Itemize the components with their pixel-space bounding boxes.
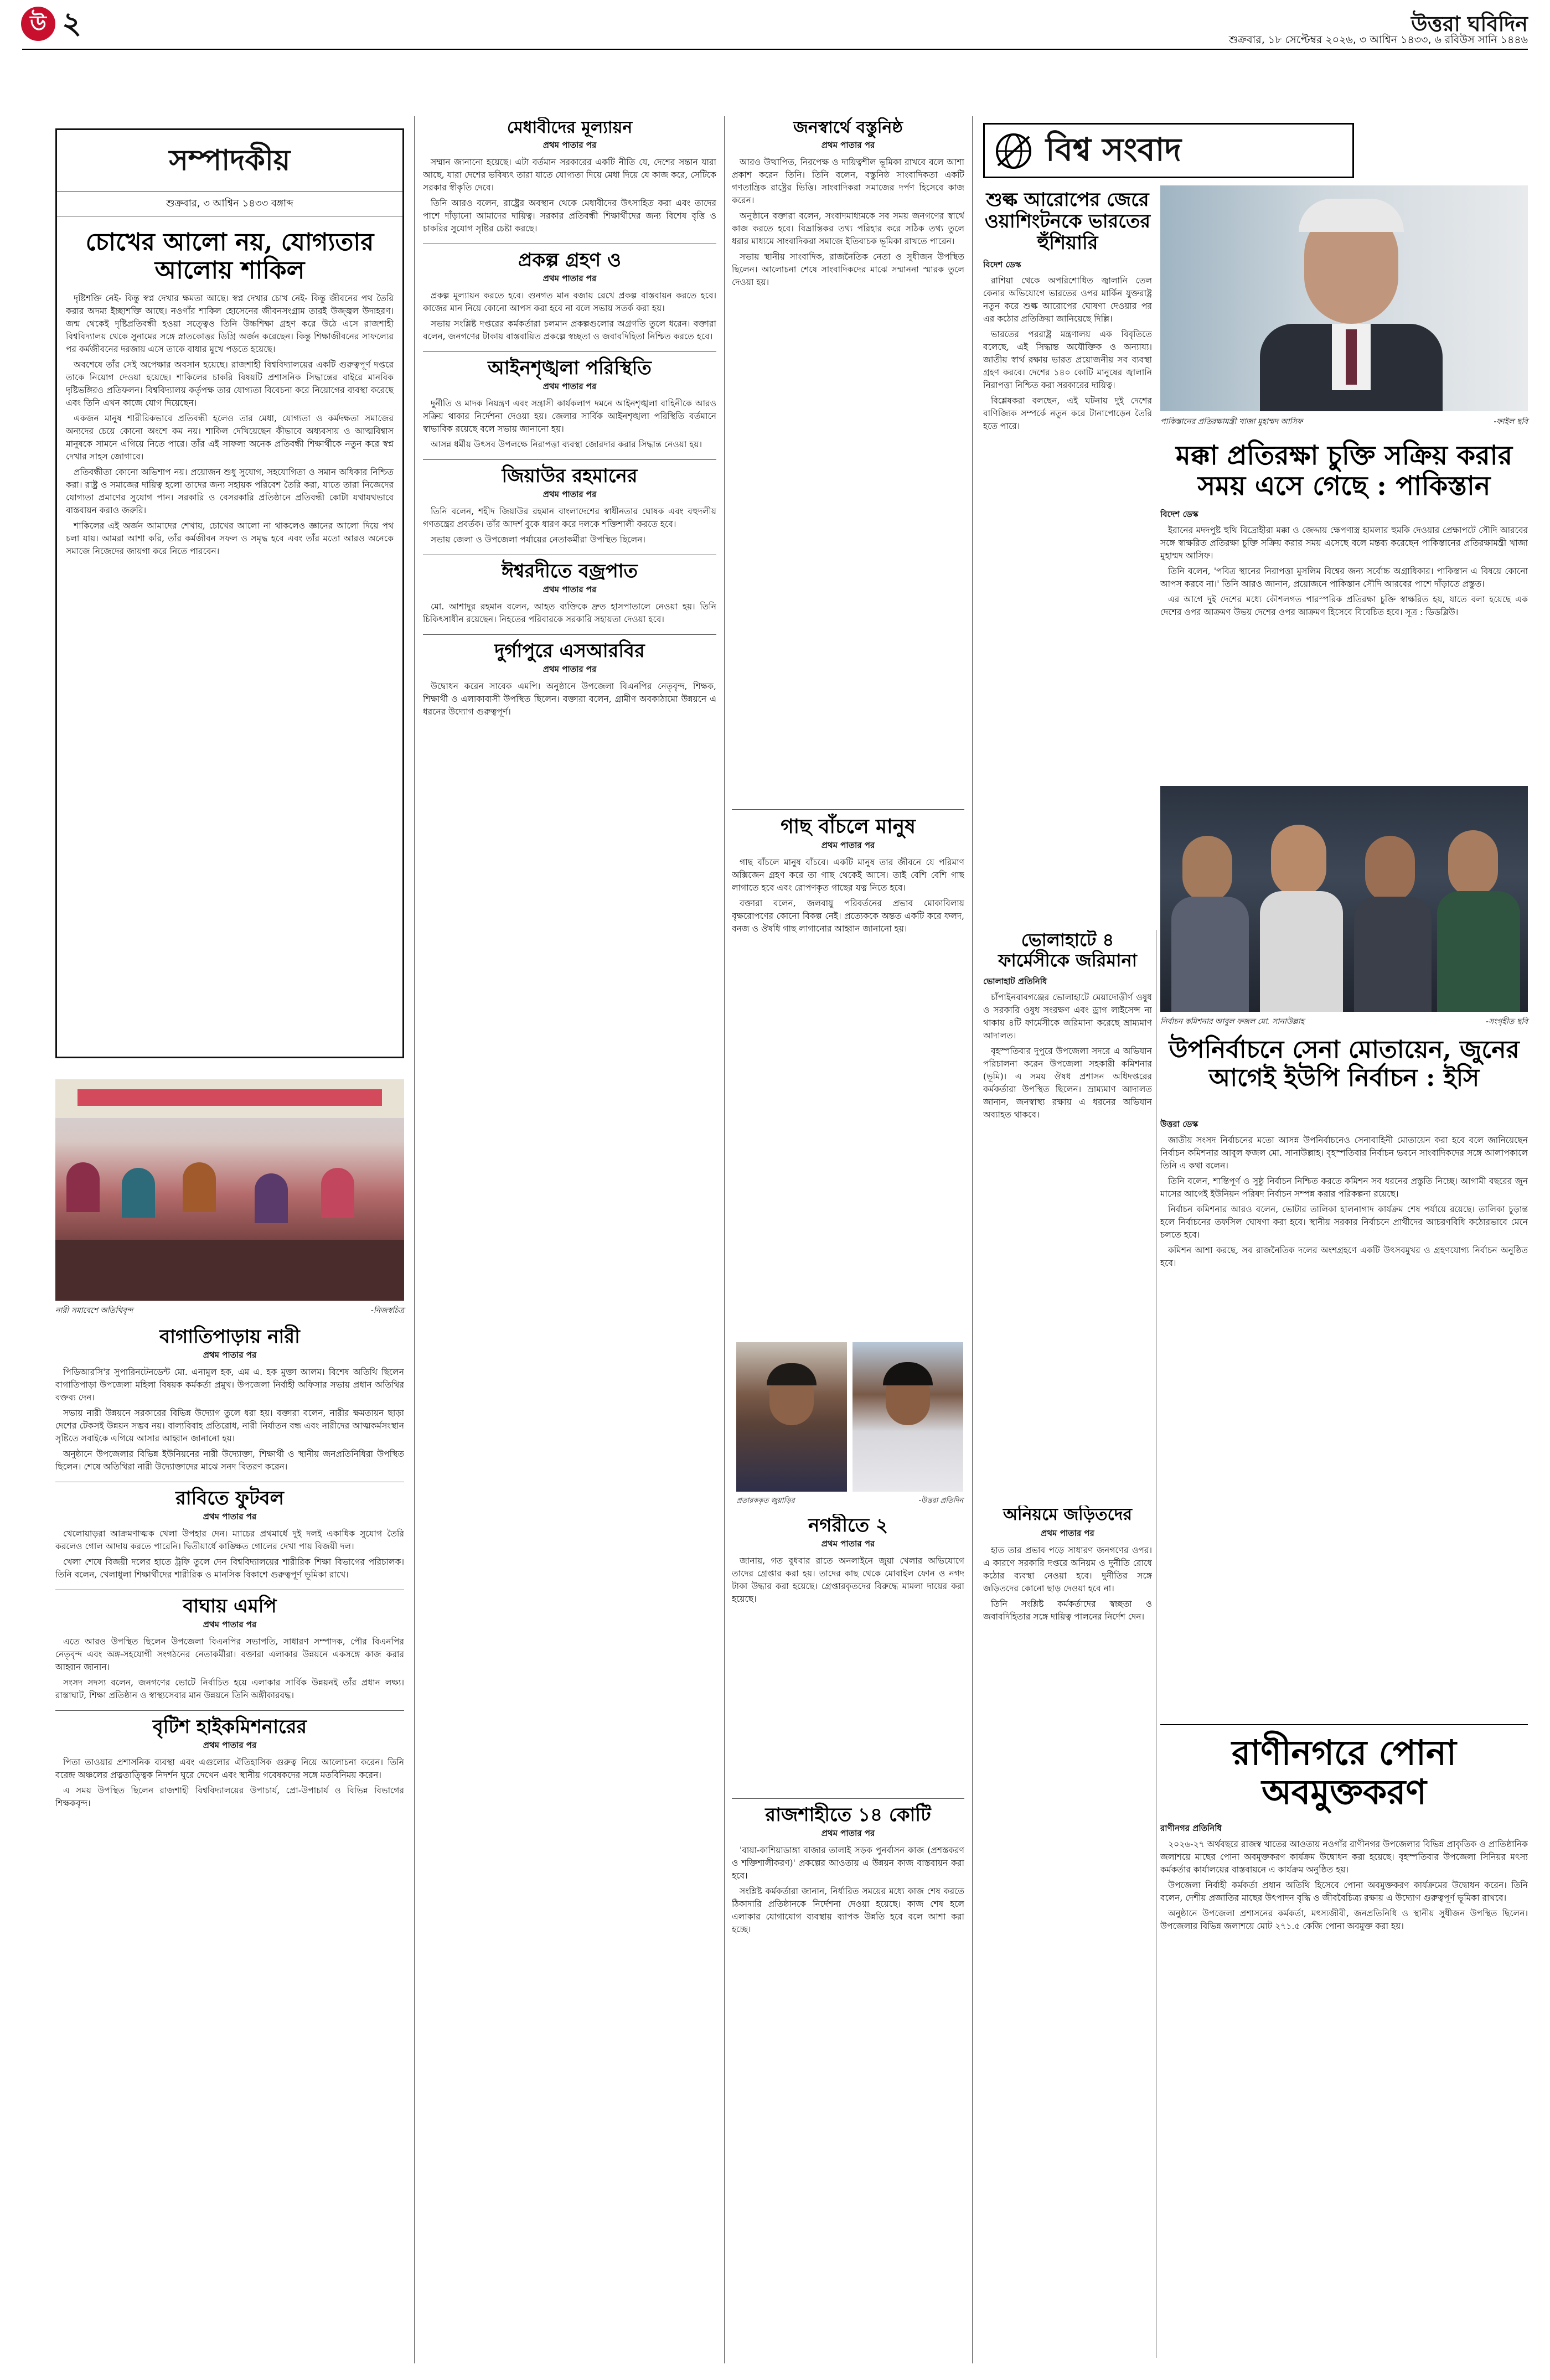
story-headline: দুর্গাপুরে এসআরবির bbox=[494, 639, 645, 662]
story-body: ইরানের মদদপুষ্ট হুথি বিদ্রোহীরা মক্কা ও জেদ্দায় ক্ষেপণাস্ত্র হামলার হুমকি দেওয়ার প্রেক্ষাপটে সৌদি আরবের সঙ্গে স্বাক্ষরিত প্রতিরক্ষা চুক্তি সক্রিয় করার সময় এসেছে বলে মন্তব্য করেছেন পাকিস্তানের প্রতিরক্ষামন্ত্রী খাজা মুহাম্মদ আসিফ। তিনি বলেন, 'পবিত্র স্থানের নিরাপত্তা মুসলিম বিশ্বের জন্য সর্বোচ্চ অগ্রাধিকার। পাকিস্তান এ বিষয়ে কোনো আপস করবে না।' তিনি আরও জানান, প্রয়োজনে পাকিস্তান সৌদি আরবের পাশে দাঁড়াতে প্রস্তুত। এর আগে দুই দেশের মধ্যে কৌশলগত পারস্পরিক প্রতিরক্ষা চুক্তি স্বাক্ষরিত হয়, যাতে বলা হয়েছে এক দেশের ওপর আক্রমণ উভয় দেশের ওপর আক্রমণ হিসেবে বিবেচিত হবে। সূত্র : ডিডব্লিউ। bbox=[1160, 525, 1528, 618]
story-headline: মক্কা প্রতিরক্ষা চুক্তি সক্রিয় করার সময় এসে গেছে : পাকিস্তান bbox=[1176, 440, 1512, 502]
column-rule bbox=[414, 116, 415, 2363]
rally-photo-caption: নারী সমাবেশে অতিথিবৃন্দ -নিজস্বচিত্র bbox=[55, 1306, 404, 1315]
col2-stories: মেধাবীদের মূল্যায়ন প্রথম পাতার পর সম্মান জানানো হয়েছে। এটা বর্তমান সরকারের একটি নীতি যে, দেশের সন্তান যারা আছে, যারা দেশের ভবিষ্যৎ তারা যাতে যোগ্যতা দিয়ে মেধা দিয়ে যে কাজ করে, সেটিকে সরকার স্বীকৃতি দেবে। তিনি আরও বলেন, রাষ্ট্রের অবস্থান থেকে মেধাবীদের উৎসাহিত করা এবং তাদের পাশে দাঁড়ানো আমাদের দায়িত্ব। সরকার প্রতিবন্ধী শিক্ষার্থীদের জন্য বিশেষ বৃত্তি ও চাকরির সুযোগ সৃষ্টির চেষ্টা করছে। প্রকল্প গ্রহণ ও প্রথম পাতার পর প্রকল্প মূল্যায়ন করতে হবে। গুনগত মান বজায় রেখে প্রকল্প বাস্তবায়ন করতে হবে। কাজের মান নিয়ে কোনো আপস করা হবে না বলে সভায় সতর্ক করা হয়। সভায় সংশ্লিষ্ট দপ্তরের কর্মকর্তারা চলমান প্রকল্পগুলোর অগ্রগতি তুলে ধরেন। বক্তারা বলেন, জনগণের টাকায় বাস্তবায়িত প্রকল্পে স্বচ্ছতা ও জবাবদিহিতা নিশ্চিত করতে হবে। আইনশৃঙ্খলা পরিস্থিতি প্রথম পাতার পর দুর্নীতি ও মাদক নিয়ন্ত্রণ এবং সন্ত্রাসী কার্যকলাপ দমনে আইনশৃঙ্খলা বাহিনীকে আরও সক্রিয় থাকার নির্দেশনা দেওয়া হয়। জেলার সার্বিক আইনশৃঙ্খলা পরিস্থিতি বর্তমানে স্বাভাবিক রয়েছে বলে সভায় জানানো হয়। আসন্ন ধর্মীয় উৎসব উপলক্ষে নিরাপত্তা ব্যবস্থা জোরদার করার সিদ্ধান্ত নেওয়া হয়। জিয়াউর রহমানের প্রথম পাতার পর তিনি বলেন, শহীদ জিয়াউর রহমান বাংলাদেশের স্বাধীনতার ঘোষক এবং বহুদলীয় গণতন্ত্রের প্রবর্তক। তাঁর আদর্শ বুকে ধারণ করে দলকে শক্তিশালী করতে হবে। সভায় জেলা ও উপজেলা পর্যায়ের নেতাকর্মীরা উপস্থিত ছিলেন। ঈশ্বরদীতে বজ্রপাত প্রথম পাতার পর মো. আশাদুর রহমান বলেন, আহত ব্যক্তিকে দ্রুত হাসপাতালে নেওয়া হয়। তিনি চিকিৎসাধীন রয়েছেন। নিহতের পরিবারকে সরকারি সহায়তা দেওয়া হবে। দুর্গাপুরে এসআরবির প্রথম পাতার পর উদ্বোধন করেন সাবেক এমপি। অনুষ্ঠানে উপজেলা বিএনপির নেতৃবৃন্দ, শিক্ষক, শিক্ষার্থী ও এলাকাবাসী উপস্থিত ছিলেন। বক্তারা বলেন, গ্রামীণ অবকাঠামো উন্নয়নে এ ধরনের উদ্যোগ গুরুত্বপূর্ণ। bbox=[423, 117, 716, 2365]
column-rule bbox=[724, 116, 725, 2363]
story-body: চাঁপাইনবাবগঞ্জের ভোলাহাটে মেয়াদোত্তীর্ণ ওষুধ ও সরকারি ওষুধ সংরক্ষণ এবং ড্রাগ লাইসেন্স না থাকায় ৪টি ফার্মেসীকে জরিমানা করেছে ভ্রাম্যমাণ আদালত। বৃহস্পতিবার দুপুরে উপজেলা সদরে এ অভিযান পরিচালনা করেন উপজেলা সহকারী কমিশনার (ভূমি)। এ সময় ঔষধ প্রশাসন অধিদপ্তরের কর্মকর্তারা উপস্থিত ছিলেন। ভ্রাম্যমাণ আদালত জানান, জনস্বাস্থ্য রক্ষায় এ ধরনের অভিযান অব্যাহত থাকবে। bbox=[983, 992, 1152, 1120]
story-headline: জিয়াউর রহমানের bbox=[502, 464, 638, 487]
story-body: 'বায়া-কাশিয়াডাঙ্গা বাজার তালাই সড়ক পুনর্বাসন কাজ (প্রশস্তকরণ ও শক্তিশালীকরণ)' প্রকল্পের আওতায় এ উন্নয়ন কাজ বাস্তবায়ন করা হবে। সংশ্লিষ্ট কর্মকর্তারা জানান, নির্ধারিত সময়ের মধ্যে কাজ শেষ করতে ঠিকাদারি প্রতিষ্ঠানকে নির্দেশনা দেওয়া হয়েছে। কাজ শেষ হলে এলাকার যোগাযোগ ব্যবস্থায় ব্যাপক উন্নতি হবে বলে আশা করা হচ্ছে। bbox=[732, 1845, 964, 1935]
story-headline: বাগাতিপাড়ায় নারী bbox=[159, 1326, 300, 1348]
story-body: দুর্নীতি ও মাদক নিয়ন্ত্রণ এবং সন্ত্রাসী কার্যকলাপ দমনে আইনশৃঙ্খলা বাহিনীকে আরও সক্রিয় থাকার নির্দেশনা দেওয়া হয়। জেলার সার্বিক আইনশৃঙ্খলা পরিস্থিতি বর্তমানে স্বাভাবিক রয়েছে বলে সভায় জানানো হয়। আসন্ন ধর্মীয় উৎসব উপলক্ষে নিরাপত্তা ব্যবস্থা জোরদার করার সিদ্ধান্ত নেওয়া হয়। bbox=[423, 398, 716, 449]
story-body: পিডিআরসি'র সুপারিনটেনডেন্ট মো. এনামুল হক, এম এ. হক মুক্তা আলম। বিশেষ অতিথি ছিলেন বাগাতিপাড়া উপজেলা মহিলা বিষয়ক কর্মকর্তা প্রমুখ। উপজেলা নির্বাহী অফিসার সভায় প্রধান অতিথির বক্তব্য দেন। সভায় নারী উন্নয়নে সরকারের বিভিন্ন উদ্যোগ তুলে ধরা হয়। বক্তারা বলেন, নারীর ক্ষমতায়ন ছাড়া দেশের টেকসই উন্নয়ন সম্ভব নয়। বাল্যবিবাহ প্রতিরোধ, নারী নির্যাতন বন্ধ এবং নারীদের আত্মকর্মসংস্থান সৃষ্টিতে সবাইকে এগিয়ে আসার আহ্বান জানানো হয়। অনুষ্ঠানে উপজেলার বিভিন্ন ইউনিয়নের নারী উদ্যোক্তা, শিক্ষার্থী ও স্থানীয় জনপ্রতিনিধিরা উপস্থিত ছিলেন। শেষে অতিথিরা নারী উদ্যোক্তাদের মাঝে সনদ বিতরণ করেন। bbox=[55, 1367, 404, 1472]
story-body: খেলোয়াড়রা আক্রমণাত্মক খেলা উপহার দেন। ম্যাচের প্রথমার্ধে দুই দলই একাধিক সুযোগ তৈরি করলেও গোল আদায় করতে পারেনি। দ্বিতীয়ার্ধে কাঙ্ক্ষিত গোলের দেখা পায় বিজয়ী দল। খেলা শেষে বিজয়ী দলের হাতে ট্রফি তুলে দেন বিশ্ববিদ্যালয়ের শারীরিক শিক্ষা বিভাগের পরিচালক। তিনি বলেন, খেলাধুলা শিক্ষার্থীদের শারীরিক ও মানসিক বিকাশে গুরুত্বপূর্ণ ভূমিকা রাখে। bbox=[55, 1529, 404, 1580]
story-body: আরও উত্থাপিত, নিরপেক্ষ ও দায়িত্বশীল ভূমিকা রাখবে বলে আশা প্রকাশ করেন তিনি। তিনি বলেন, বস্তুনিষ্ঠ সাংবাদিকতা একটি গণতান্ত্রিক রাষ্ট্রের ভিত্তি। সাংবাদিকরা সমাজের দর্পণ হিসেবে কাজ করেন। অনুষ্ঠানে বক্তারা বলেন, সংবাদমাধ্যমকে সব সময় জনগণের স্বার্থে কাজ করতে হবে। বিভ্রান্তিকর তথ্য পরিহার করে সঠিক তথ্য তুলে ধরার মাধ্যমে সাংবাদিকরা সমাজে ইতিবাচক ভূমিকা রাখতে পারেন। সভায় স্থানীয় সাংবাদিক, রাজনৈতিক নেতা ও সুধীজন উপস্থিত ছিলেন। আলোচনা শেষে সাংবাদিকদের মাঝে সম্মাননা স্মারক তুলে দেওয়া হয়। bbox=[732, 157, 964, 287]
world-story-3: উত্তরা ডেস্ক জাতীয় সংসদ নির্বাচনের মতো আসন্ন উপনির্বাচনেও সেনাবাহিনী মোতায়েন করা হবে বলে জানিয়েছেন নির্বাচন কমিশনার আবুল ফজল মো. সানাউল্লাহ। বৃহস্পতিবার নির্বাচন ভবনে সাংবাদিকদের সঙ্গে আলাপকালে তিনি এ কথা বলেন। তিনি বলেন, শান্তিপূর্ণ ও সুষ্ঠু নির্বাচন নিশ্চিত করতে কমিশন সব ধরনের প্রস্তুতি নিচ্ছে। আগামী বছরের জুন মাসের আগেই ইউনিয়ন পরিষদ নির্বাচন সম্পন্ন করার পরিকল্পনা রয়েছে। নির্বাচন কমিশনার আরও বলেন, ভোটার তালিকা হালনাগাদ কার্যক্রম শেষ পর্যায়ে রয়েছে। তালিকা চূড়ান্ত হলে নির্বাচনের তফসিল ঘোষণা করা হবে। স্থানীয় সরকার নির্বাচনে প্রার্থীদের আচরণবিধি কঠোরভাবে মেনে চলতে হবে। কমিশন আশা করছে, সব রাজনৈতিক দলের অংশগ্রহণে একটি উৎসবমুখর ও গ্রহণযোগ্য নির্বাচন অনুষ্ঠিত হবে। bbox=[1160, 1118, 1528, 1716]
story-body: এতে আরও উপস্থিত ছিলেন উপজেলা বিএনপির সভাপতি, সাধারণ সম্পাদক, পৌর বিএনপির নেতৃবৃন্দ এবং অঙ্গ-সহযোগী সংগঠনের নেতাকর্মীরা। বক্তারা এলাকার উন্নয়নে একসঙ্গে কাজ করার আহ্বান জানান। সংসদ সদস্য বলেন, জনগণের ভোটে নির্বাচিত হয়ে এলাকার সার্বিক উন্নয়নই তাঁর প্রধান লক্ষ্য। রাস্তাঘাট, শিক্ষা প্রতিষ্ঠান ও স্বাস্থ্যসেবার মান উন্নয়নে তিনি অঙ্গীকারবদ্ধ। bbox=[55, 1637, 404, 1701]
accused-photo-right bbox=[852, 1342, 963, 1492]
world-story-3-headline: উপনির্বাচনে সেনা মোতায়েন, জুনের আগেই ইউপি নির্বাচন : ইসি bbox=[1169, 1036, 1520, 1092]
world-story-1: শুল্ক আরোপের জেরে ওয়াশিংটনকে ভারতের হুঁশিয়ারি বিদেশ ডেস্ক রাশিয়া থেকে অপরিশোধিত জ্বালানি তেল কেনার অভিযোগে ভারতের ওপর মার্কিন যুক্তরাষ্ট্র নতুন করে শুল্ক আরোপের ঘোষণা দেওয়ার পর এর কঠোর প্রতিক্রিয়া জানিয়েছে দিল্লি। ভারতের পররাষ্ট্র মন্ত্রণালয় এক বিবৃতিতে বলেছে, এই সিদ্ধান্ত অযৌক্তিক ও অন্যায্য। জাতীয় স্বার্থ রক্ষায় ভারত প্রয়োজনীয় সব ব্যবস্থা গ্রহণ করবে। দেশের ১৪০ কোটি মানুষের জ্বালানি নিরাপত্তা নিশ্চিত করা সরকারের দায়িত্ব। বিশ্লেষকরা বলছেন, এই ঘটনায় দুই দেশের বাণিজ্যিক সম্পর্কে নতুন করে টানাপোড়েন তৈরি হতে পারে। bbox=[983, 189, 1152, 920]
story-body: গাছ বাঁচলে মানুষ বাঁচবে। একটি মানুষ তার জীবনে যে পরিমাণ অক্সিজেন গ্রহণ করে তা গাছ থেকেই আসে। তাই বেশি বেশি গাছ লাগাতে হবে এবং রোপণকৃত গাছের যত্ন নিতে হবে। বক্তারা বলেন, জলবায়ু পরিবর্তনের প্রভাব মোকাবিলায় বৃক্ষরোপণের কোনো বিকল্প নেই। প্রত্যেককে অন্তত একটি করে ফলদ, বনজ ও ঔষধি গাছ লাগানোর আহ্বান জানানো হয়। bbox=[732, 857, 964, 934]
story-headline: বৃটিশ হাইকমিশনারের bbox=[152, 1716, 307, 1739]
story-headline: অনিয়মে জড়িতদের bbox=[1003, 1505, 1132, 1524]
story-headline: ভোলাহাটে ৪ ফার্মেসীকে জরিমানা bbox=[998, 930, 1137, 971]
world-story-6: রাণীনগরে পোনা অবমুক্তকরণ রাণীনগর প্রতিনিধি ২০২৬-২৭ অর্থবছরে রাজস্ব খাতের আওতায় নওগাঁর রাণীনগর উপজেলার বিভিন্ন প্রাকৃতিক ও প্রাতিষ্ঠানিক জলাশয়ে মাছের পোনা অবমুক্তকরণ কার্যক্রম উদ্বোধন করা হয়েছে। বৃহস্পতিবার উপজেলা সিনিয়র মৎস্য কর্মকর্তার কার্যালয়ের বাস্তবায়নে এ কার্যক্রম অনুষ্ঠিত হয়। উপজেলা নির্বাহী কর্মকর্তা প্রধান অতিথি হিসেবে পোনা অবমুক্তকরণ কার্যক্রমের উদ্বোধন করেন। তিনি বলেন, দেশীয় প্রজাতির মাছের উৎপাদন বৃদ্ধি ও জীববৈচিত্র্য রক্ষায় এ উদ্যোগ গুরুত্বপূর্ণ ভূমিকা রাখবে। অনুষ্ঠানে উপজেলা প্রশাসনের কর্মকর্তা, মৎস্যজীবী, জনপ্রতিনিধি ও স্থানীয় সুধীজন উপস্থিত ছিলেন। উপজেলার বিভিন্ন জলাশয়ে মোট ২৭১.৫ কেজি পোনা অবমুক্ত করা হয়। bbox=[1160, 1724, 1528, 2361]
story-body: তিনি বলেন, শহীদ জিয়াউর রহমান বাংলাদেশের স্বাধীনতার ঘোষক এবং বহুদলীয় গণতন্ত্রের প্রবর্তক। তাঁর আদর্শ বুকে ধারণ করে দলকে শক্তিশালী করতে হবে। সভায় জেলা ও উপজেলা পর্যায়ের নেতাকর্মীরা উপস্থিত ছিলেন। bbox=[423, 506, 716, 545]
story-headline: প্রকল্প গ্রহণ ও bbox=[518, 249, 622, 271]
story-headline: গাছ বাঁচলে মানুষ bbox=[781, 814, 916, 838]
world-news-banner bbox=[983, 123, 1354, 178]
ec-photo bbox=[1160, 786, 1528, 1012]
minister-photo-caption: পাকিস্তানের প্রতিরক্ষামন্ত্রী খাজা মুহাম্মদ আসিফ -ফাইল ছবি bbox=[1160, 417, 1528, 426]
story-body: পিতা তাওয়ার প্রশাসনিক ব্যবস্থা এবং এগুলোর ঐতিহাসিক গুরুত্ব নিয়ে আলোচনা করেন। তিনি বরেন্দ্র অঞ্চলের প্রত্নতাত্ত্বিক নিদর্শন ঘুরে দেখেন এবং স্থানীয় গবেষকদের সঙ্গে মতবিনিময় করেন। এ সময় উপস্থিত ছিলেন রাজশাহী বিশ্ববিদ্যালয়ের উপাচার্য, প্রো-উপাচার্য ও বিভিন্ন বিভাগের শিক্ষকবৃন্দ। bbox=[55, 1757, 404, 1809]
editorial-body: দৃষ্টিশক্তি নেই- কিন্তু স্বপ্ন দেখার ক্ষমতা আছে। স্বপ্ন দেখার চোখ নেই- কিন্তু জীবনের পথ তৈরি করার অদম্য ইচ্ছাশক্তি আছে। নওগাঁর শাকিল হোসেনের জীবনসংগ্রাম তারই উজ্জ্বল উদাহরণ। জন্ম থেকেই দৃষ্টিপ্রতিবন্ধী হওয়া সত্ত্বেও তিনি উচ্চশিক্ষা গ্রহণ করে উঠে এসে রাজশাহী বিশ্ববিদ্যালয় থেকে সুনামের সঙ্গে স্নাতকোত্তর ডিগ্রি অর্জন করেছেন। কিন্তু শিক্ষাজীবনের সাফল্যের পর কর্মজীবনের দরজায় এসে তাকে বাধার মুখে পড়তে হয়েছে। অবশেষে তাঁর সেই অপেক্ষার অবসান হয়েছে। রাজশাহী বিশ্ববিদ্যালয়ের একটি গুরুত্বপূর্ণ দপ্তরে তাকে নিয়োগ দেওয়া হয়েছে। শাকিলের চাকরি বিষয়টি প্রশাসনিক সিদ্ধান্তের বাইরে মানবিক দৃষ্টিভঙ্গিরও প্রতিফলন। বিশ্ববিদ্যালয় কর্তৃপক্ষ তার যোগ্যতা বিবেচনা করে নিয়োগের ব্যবস্থা করেছে এবং তিনি এখন কাজে যোগ দিয়েছেন। একজন মানুষ শারীরিকভাবে প্রতিবন্ধী হলেও তার মেধা, যোগ্যতা ও কর্মদক্ষতা সমাজের অন্যদের চেয়ে কোনো অংশে কম নয়। শাকিল দেখিয়েছেন কীভাবে অধ্যবসায় ও আত্মবিশ্বাস মানুষকে সামনে এগিয়ে নিতে পারে। তাঁর এই সাফল্য অনেক প্রতিবন্ধী শিক্ষার্থীকে নতুন করে স্বপ্ন দেখার সাহস জোগাবে। প্রতিবন্ধীতা কোনো অভিশাপ নয়। প্রয়োজন শুধু সুযোগ, সহযোগিতা ও সমান অধিকার নিশ্চিত করা। রাষ্ট্র ও সমাজের দায়িত্ব হলো তাদের জন্য সহায়ক পরিবেশ তৈরি করা, যাতে তারা নিজেদের যোগ্যতা প্রমাণের সুযোগ পান। সরকারি ও বেসরকারি প্রতিষ্ঠানে প্রতিবন্ধী কোটা যথাযথভাবে বাস্তবায়ন করাও জরুরি। শাকিলের এই অর্জন আমাদের শেখায়, চোখের আলো না থাকলেও জ্ঞানের আলো দিয়ে পথ চলা যায়। আমরা আশা করি, তাঁর কর্মজীবন সফল ও সমৃদ্ধ হবে এবং তাঁর মতো আরও অনেকে সমাজে নিজেদের জায়গা করে নিতে পারবেন। bbox=[66, 293, 394, 557]
editorial-date: শুক্রবার, ৩ আশ্বিন ১৪৩৩ বঙ্গাব্দ bbox=[57, 192, 402, 216]
story-body: জাতীয় সংসদ নির্বাচনের মতো আসন্ন উপনির্বাচনেও সেনাবাহিনী মোতায়েন করা হবে বলে জানিয়েছেন নির্বাচন কমিশনার আবুল ফজল মো. সানাউল্লাহ। বৃহস্পতিবার নির্বাচন ভবনে সাংবাদিকদের সঙ্গে আলাপকালে তিনি এ কথা বলেন। তিনি বলেন, শান্তিপূর্ণ ও সুষ্ঠু নির্বাচন নিশ্চিত করতে কমিশন সব ধরনের প্রস্তুতি নিচ্ছে। আগামী বছরের জুন মাসের আগেই ইউনিয়ন পরিষদ নির্বাচন সম্পন্ন করার পরিকল্পনা রয়েছে। নির্বাচন কমিশনার আরও বলেন, ভোটার তালিকা হালনাগাদ কার্যক্রম শেষ পর্যায়ে রয়েছে। তালিকা চূড়ান্ত হলে নির্বাচনের তফসিল ঘোষণা করা হবে। স্থানীয় সরকার নির্বাচনে প্রার্থীদের আচরণবিধি কঠোরভাবে মেনে চলতে হবে। কমিশন আশা করছে, সব রাজনৈতিক দলের অংশগ্রহণে একটি উৎসবমুখর ও গ্রহণযোগ্য নির্বাচন অনুষ্ঠিত হবে। bbox=[1160, 1135, 1528, 1268]
editorial-box bbox=[55, 128, 404, 1058]
col3-bottom: নগরীতে ২ প্রথম পাতার পর জানায়, গত বুধবার রাতে অনলাইনে জুয়া খেলার অভিযোগে তাদের গ্রেপ্তার করা হয়। তাদের কাছ থেকে মোবাইল ফোন ও নগদ টাকা উদ্ধার করা হয়েছে। গ্রেপ্তারকৃতদের বিরুদ্ধে মামলা দায়ের করা হয়েছে। রাজশাহীতে ১৪ কোটি প্রথম পাতার পর 'বায়া-কাশিয়াডাঙ্গা বাজার তালাই সড়ক পুনর্বাসন কাজ (প্রশস্তকরণ ও শক্তিশালীকরণ)' প্রকল্পের আওতায় এ উন্নয়ন কাজ বাস্তবায়ন করা হবে। সংশ্লিষ্ট কর্মকর্তারা জানান, নির্ধারিত সময়ের মধ্যে কাজ শেষ করতে ঠিকাদারি প্রতিষ্ঠানকে নির্দেশনা দেওয়া হয়েছে। কাজ শেষ হলে এলাকার যোগাযোগ ব্যবস্থায় ব্যাপক উন্নতি হবে বলে আশা করা হচ্ছে। bbox=[732, 1514, 964, 2363]
minister-photo bbox=[1160, 185, 1528, 411]
paper-name: উত্তরা ঘবিদিন bbox=[1411, 11, 1528, 36]
world-story-5: অনিয়মে জড়িতদের প্রথম পাতার পর হাত তার প্রভাব পড়ে সাধারণ জনগণের ওপর। এ কারণে সরকারি দপ্তরে অনিয়ম ও দুর্নীতি রোধে কঠোর ব্যবস্থা নেওয়া হবে। দুর্নীতির সঙ্গে জড়িতদের কোনো ছাড় দেওয়া হবে না। তিনি সংশ্লিষ্ট কর্মকর্তাদের স্বচ্ছতা ও জবাবদিহিতার সঙ্গে দায়িত্ব পালনের নির্দেশ দেন। bbox=[983, 1505, 1152, 2358]
story-headline: রাজশাহীতে ১৪ কোটি bbox=[765, 1804, 931, 1827]
story-body: মো. আশাদুর রহমান বলেন, আহত ব্যক্তিকে দ্রুত হাসপাতালে নেওয়া হয়। তিনি চিকিৎসাধীন রয়েছেন। নিহতের পরিবারকে সরকারি সহায়তা দেওয়া হবে। bbox=[423, 601, 716, 624]
story-headline: জনস্বার্থে বস্তুনিষ্ঠ bbox=[793, 118, 903, 137]
globe-icon bbox=[991, 129, 1036, 173]
story-headline: নগরীতে ২ bbox=[808, 1514, 888, 1536]
story-body: প্রকল্প মূল্যায়ন করতে হবে। গুনগত মান বজায় রেখে প্রকল্প বাস্তবায়ন করতে হবে। কাজের মান নিয়ে কোনো আপস করা হবে না বলে সভায় সতর্ক করা হয়। সভায় সংশ্লিষ্ট দপ্তরের কর্মকর্তারা চলমান প্রকল্পগুলোর অগ্রগতি তুলে ধরেন। বক্তারা বলেন, জনগণের টাকায় বাস্তবায়িত প্রকল্পে স্বচ্ছতা ও জবাবদিহিতা নিশ্চিত করতে হবে। bbox=[423, 290, 716, 342]
story-body: রাশিয়া থেকে অপরিশোধিত জ্বালানি তেল কেনার অভিযোগে ভারতের ওপর মার্কিন যুক্তরাষ্ট্র নতুন করে শুল্ক আরোপের ঘোষণা দেওয়ার পর এর কঠোর প্রতিক্রিয়া জানিয়েছে দিল্লি। ভারতের পররাষ্ট্র মন্ত্রণালয় এক বিবৃতিতে বলেছে, এই সিদ্ধান্ত অযৌক্তিক ও অন্যায্য। জাতীয় স্বার্থ রক্ষায় ভারত প্রয়োজনীয় সব ব্যবস্থা গ্রহণ করবে। দেশের ১৪০ কোটি মানুষের জ্বালানি নিরাপত্তা নিশ্চিত করা সরকারের দায়িত্ব। বিশ্লেষকরা বলছেন, এই ঘটনায় দুই দেশের বাণিজ্যিক সম্পর্কে নতুন করে টানাপোড়েন তৈরি হতে পারে। bbox=[983, 276, 1152, 432]
accused-photo-left bbox=[736, 1342, 847, 1492]
col3-top: জনস্বার্থে বস্তুনিষ্ঠ প্রথম পাতার পর আরও উত্থাপিত, নিরপেক্ষ ও দায়িত্বশীল ভূমিকা রাখবে বলে আশা প্রকাশ করেন তিনি। তিনি বলেন, বস্তুনিষ্ঠ সাংবাদিকতা একটি গণতান্ত্রিক রাষ্ট্রের ভিত্তি। সাংবাদিকরা সমাজের দর্পণ হিসেবে কাজ করেন। অনুষ্ঠানে বক্তারা বলেন, সংবাদমাধ্যমকে সব সময় জনগণের স্বার্থে কাজ করতে হবে। বিভ্রান্তিকর তথ্য পরিহার করে সঠিক তথ্য তুলে ধরার মাধ্যমে সাংবাদিকরা সমাজে ইতিবাচক ভূমিকা রাখতে পারেন। সভায় স্থানীয় সাংবাদিক, রাজনৈতিক নেতা ও সুধীজন উপস্থিত ছিলেন। আলোচনা শেষে সাংবাদিকদের মাঝে সম্মাননা স্মারক তুলে দেওয়া হয়। গাছ বাঁচলে মানুষ প্রথম পাতার পর গাছ বাঁচলে মানুষ বাঁচবে। একটি মানুষ তার জীবনে যে পরিমাণ অক্সিজেন গ্রহণ করে তা গাছ থেকেই আসে। তাই বেশি বেশি গাছ লাগাতে হবে এবং রোপণকৃত গাছের যত্ন নিতে হবে। বক্তারা বলেন, জলবায়ু পরিবর্তনের প্রভাব মোকাবিলায় বৃক্ষরোপণের কোনো বিকল্প নেই। প্রত্যেককে অন্তত একটি করে ফলদ, বনজ ও ঔষধি গাছ লাগানোর আহ্বান জানানো হয়। bbox=[732, 117, 964, 1213]
story-body: জানায়, গত বুধবার রাতে অনলাইনে জুয়া খেলার অভিযোগে তাদের গ্রেপ্তার করা হয়। তাদের কাছ থেকে মোবাইল ফোন ও নগদ টাকা উদ্ধার করা হয়েছে। গ্রেপ্তারকৃতদের বিরুদ্ধে মামলা দায়ের করা হয়েছে। bbox=[732, 1556, 964, 1605]
column-rule bbox=[972, 116, 973, 2363]
story-body: উদ্বোধন করেন সাবেক এমপি। অনুষ্ঠানে উপজেলা বিএনপির নেতৃবৃন্দ, শিক্ষক, শিক্ষার্থী ও এলাকাবাসী উপস্থিত ছিলেন। বক্তারা বলেন, গ্রামীণ অবকাঠামো উন্নয়নে এ ধরনের উদ্যোগ গুরুত্বপূর্ণ। bbox=[423, 681, 716, 717]
story-headline: ঈশ্বরদীতে বজ্রপাত bbox=[501, 560, 638, 582]
editorial-headline: চোখের আলো নয়, যোগ্যতার আলোয় শাকিল bbox=[85, 228, 374, 284]
story-headline: মেধাবীদের মূল্যায়ন bbox=[507, 118, 633, 137]
world-news-title: বিশ্ব সংবাদ bbox=[1046, 131, 1182, 168]
page-header bbox=[0, 0, 1550, 44]
story-headline: রাবিতে ফুটবল bbox=[175, 1487, 284, 1510]
col1-stories: বাগাতিপাড়ায় নারী প্রথম পাতার পর পিডিআরসি'র সুপারিনটেনডেন্ট মো. এনামুল হক, এম এ. হক মুক্তা আলম। বিশেষ অতিথি ছিলেন বাগাতিপাড়া উপজেলা মহিলা বিষয়ক কর্মকর্তা প্রমুখ। উপজেলা নির্বাহী অফিসার সভায় প্রধান অতিথির বক্তব্য দেন। সভায় নারী উন্নয়নে সরকারের বিভিন্ন উদ্যোগ তুলে ধরা হয়। বক্তারা বলেন, নারীর ক্ষমতায়ন ছাড়া দেশের টেকসই উন্নয়ন সম্ভব নয়। বাল্যবিবাহ প্রতিরোধ, নারী নির্যাতন বন্ধ এবং নারীদের আত্মকর্মসংস্থান সৃষ্টিতে সবাইকে এগিয়ে আসার আহ্বান জানানো হয়। অনুষ্ঠানে উপজেলার বিভিন্ন ইউনিয়নের নারী উদ্যোক্তা, শিক্ষার্থী ও স্থানীয় জনপ্রতিনিধিরা উপস্থিত ছিলেন। শেষে অতিথিরা নারী উদ্যোক্তাদের মাঝে সনদ বিতরণ করেন। রাবিতে ফুটবল প্রথম পাতার পর খেলোয়াড়রা আক্রমণাত্মক খেলা উপহার দেন। ম্যাচের প্রথমার্ধে দুই দলই একাধিক সুযোগ তৈরি করলেও গোল আদায় করতে পারেনি। দ্বিতীয়ার্ধে কাঙ্ক্ষিত গোলের দেখা পায় বিজয়ী দল। খেলা শেষে বিজয়ী দলের হাতে ট্রফি তুলে দেন বিশ্ববিদ্যালয়ের শারীরিক শিক্ষা বিভাগের পরিচালক। তিনি বলেন, খেলাধুলা শিক্ষার্থীদের শারীরিক ও মানসিক বিকাশে গুরুত্বপূর্ণ ভূমিকা রাখে। বাঘায় এমপি প্রথম পাতার পর এতে আরও উপস্থিত ছিলেন উপজেলা বিএনপির সভাপতি, সাধারণ সম্পাদক, পৌর বিএনপির নেতৃবৃন্দ এবং অঙ্গ-সহযোগী সংগঠনের নেতাকর্মীরা। বক্তারা এলাকার উন্নয়নে একসঙ্গে কাজ করার আহ্বান জানান। সংসদ সদস্য বলেন, জনগণের ভোটে নির্বাচিত হয়ে এলাকার সার্বিক উন্নয়নই তাঁর প্রধান লক্ষ্য। রাস্তাঘাট, শিক্ষা প্রতিষ্ঠান ও স্বাস্থ্যসেবার মান উন্নয়নে তিনি অঙ্গীকারবদ্ধ। বৃটিশ হাইকমিশনারের প্রথম পাতার পর পিতা তাওয়ার প্রশাসনিক ব্যবস্থা এবং এগুলোর ঐতিহাসিক গুরুত্ব নিয়ে আলোচনা করেন। তিনি বরেন্দ্র অঞ্চলের প্রত্নতাত্ত্বিক নিদর্শন ঘুরে দেখেন এবং স্থানীয় গবেষকদের সঙ্গে মতবিনিময় করেন। এ সময় উপস্থিত ছিলেন রাজশাহী বিশ্ববিদ্যালয়ের উপাচার্য, প্রো-উপাচার্য ও বিভিন্ন বিভাগের শিক্ষকবৃন্দ। bbox=[55, 1324, 404, 2359]
story-headline: রাণীনগরে পোনা অবমুক্তকরণ bbox=[1232, 1732, 1456, 1813]
header-rule bbox=[22, 49, 1528, 50]
date-line: শুক্রবার, ১৮ সেপ্টেম্বর ২০২৬, ৩ আশ্বিন ১৪৩৩, ৬ রবিউস সানি ১৪৪৬ bbox=[1228, 34, 1528, 46]
ec-photo-caption: নির্বাচন কমিশনার আবুল ফজল মো. সানাউল্লাহ -সংগৃহীত ছবি bbox=[1160, 1017, 1528, 1026]
story-headline: শুল্ক আরোপের জেরে ওয়াশিংটনকে ভারতের হুঁশিয়ারি bbox=[984, 189, 1151, 255]
accused-photo-caption: প্রতারককৃত জুয়াড়ির -উত্তরা প্রতিদিন bbox=[736, 1497, 963, 1505]
rally-photo bbox=[55, 1079, 404, 1301]
world-story-2: মক্কা প্রতিরক্ষা চুক্তি সক্রিয় করার সময় এসে গেছে : পাকিস্তান বিদেশ ডেস্ক ইরানের মদদপুষ্ট হুথি বিদ্রোহীরা মক্কা ও জেদ্দায় ক্ষেপণাস্ত্র হামলার হুমকি দেওয়ার প্রেক্ষাপটে সৌদি আরবের সঙ্গে স্বাক্ষরিত প্রতিরক্ষা চুক্তি সক্রিয় করার সময় এসেছে বলে মন্তব্য করেছেন পাকিস্তানের প্রতিরক্ষামন্ত্রী খাজা মুহাম্মদ আসিফ। তিনি বলেন, 'পবিত্র স্থানের নিরাপত্তা মুসলিম বিশ্বের জন্য সর্বোচ্চ অগ্রাধিকার। পাকিস্তান এ বিষয়ে কোনো আপস করবে না।' তিনি আরও জানান, প্রয়োজনে পাকিস্তান সৌদি আরবের পাশে দাঁড়াতে প্রস্তুত। এর আগে দুই দেশের মধ্যে কৌশলগত পারস্পরিক প্রতিরক্ষা চুক্তি স্বাক্ষরিত হয়, যাতে বলা হয়েছে এক দেশের ওপর আক্রমণ উভয় দেশের ওপর আক্রমণ হিসেবে বিবেচিত হবে। সূত্র : ডিডব্লিউ। bbox=[1160, 437, 1528, 753]
story-body: সম্মান জানানো হয়েছে। এটা বর্তমান সরকারের একটি নীতি যে, দেশের সন্তান যারা আছে, যারা দেশের ভবিষ্যৎ তারা যাতে যোগ্যতা দিয়ে মেধা দিয়ে যে কাজ করে, সেটিকে সরকার স্বীকৃতি দেবে। তিনি আরও বলেন, রাষ্ট্রের অবস্থান থেকে মেধাবীদের উৎসাহিত করা এবং তাদের পাশে দাঁড়ানো আমাদের দায়িত্ব। সরকার প্রতিবন্ধী শিক্ষার্থীদের জন্য বিশেষ বৃত্তি ও চাকরির সুযোগ সৃষ্টির চেষ্টা করছে। bbox=[423, 157, 716, 234]
editorial-title: সম্পাদকীয় bbox=[169, 143, 291, 177]
story-headline: আইনশৃঙ্খলা পরিস্থিতি bbox=[488, 356, 652, 379]
story-body: ২০২৬-২৭ অর্থবছরে রাজস্ব খাতের আওতায় নওগাঁর রাণীনগর উপজেলার বিভিন্ন প্রাকৃতিক ও প্রাতিষ্ঠানিক জলাশয়ে মাছের পোনা অবমুক্তকরণ কার্যক্রম উদ্বোধন করা হয়েছে। বৃহস্পতিবার উপজেলা সিনিয়র মৎস্য কর্মকর্তার কার্যালয়ের বাস্তবায়নে এ কার্যক্রম অনুষ্ঠিত হয়। উপজেলা নির্বাহী কর্মকর্তা প্রধান অতিথি হিসেবে পোনা অবমুক্তকরণ কার্যক্রমের উদ্বোধন করেন। তিনি বলেন, দেশীয় প্রজাতির মাছের উৎপাদন বৃদ্ধি ও জীববৈচিত্র্য রক্ষায় এ উদ্যোগ গুরুত্বপূর্ণ ভূমিকা রাখবে। অনুষ্ঠানে উপজেলা প্রশাসনের কর্মকর্তা, মৎস্যজীবী, জনপ্রতিনিধি ও স্থানীয় সুধীজন উপস্থিত ছিলেন। উপজেলার বিভিন্ন জলাশয়ে মোট ২৭১.৫ কেজি পোনা অবমুক্ত করা হয়। bbox=[1160, 1839, 1528, 1931]
world-story-4: ভোলাহাটে ৪ ফার্মেসীকে জরিমানা ভোলাহাট প্রতিনিধি চাঁপাইনবাবগঞ্জের ভোলাহাটে মেয়াদোত্তীর্ণ ওষুধ ও সরকারি ওষুধ সংরক্ষণ এবং ড্রাগ লাইসেন্স না থাকায় ৪টি ফার্মেসীকে জরিমানা করেছে ভ্রাম্যমাণ আদালত। বৃহস্পতিবার দুপুরে উপজেলা সদরে এ অভিযান পরিচালনা করেন উপজেলা সহকারী কমিশনার (ভূমি)। এ সময় ঔষধ প্রশাসন অধিদপ্তরের কর্মকর্তারা উপস্থিত ছিলেন। ভ্রাম্যমাণ আদালত জানান, জনস্বাস্থ্য রক্ষায় এ ধরনের অভিযান অব্যাহত থাকবে। bbox=[983, 930, 1152, 1489]
story-headline: বাঘায় এমপি bbox=[183, 1595, 277, 1618]
paper-logo-icon: উ bbox=[21, 7, 55, 41]
page-number: ২ bbox=[62, 5, 82, 40]
story-body: হাত তার প্রভাব পড়ে সাধারণ জনগণের ওপর। এ কারণে সরকারি দপ্তরে অনিয়ম ও দুর্নীতি রোধে কঠোর ব্যবস্থা নেওয়া হবে। দুর্নীতির সঙ্গে জড়িতদের কোনো ছাড় দেওয়া হবে না। তিনি সংশ্লিষ্ট কর্মকর্তাদের স্বচ্ছতা ও জবাবদিহিতার সঙ্গে দায়িত্ব পালনের নির্দেশ দেন। bbox=[983, 1545, 1152, 1622]
